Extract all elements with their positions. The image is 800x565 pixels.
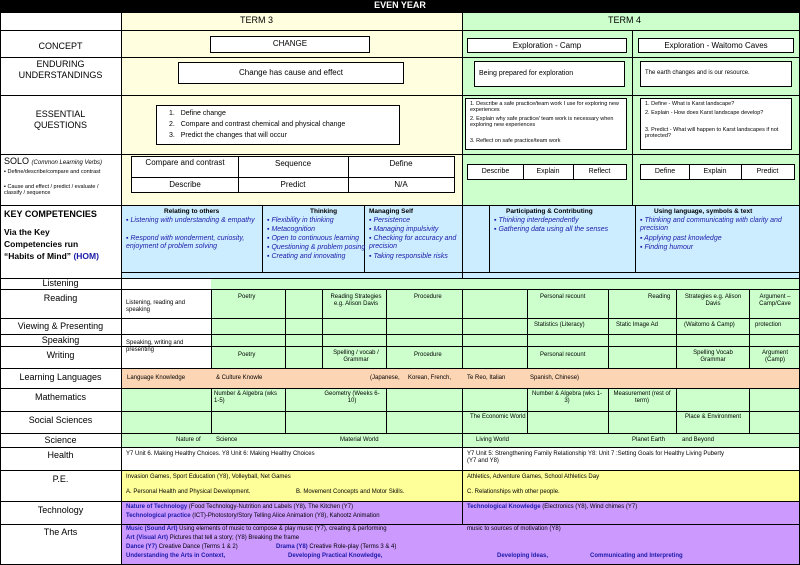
concept-term4a-box: Exploration - Camp <box>467 38 627 53</box>
subject-listening: Listening <box>42 278 79 288</box>
solo-term4a-grid: Describe Explain Reflect <box>467 164 627 180</box>
enduring-label-2: UNDERSTANDINGS <box>18 70 103 80</box>
tech-t3b: Technological practice (ICT)-Photostory/Story Telling Alice Animation (Y8), Kahootz Animation <box>126 513 380 519</box>
science-e: Planet Earth <box>632 437 666 443</box>
lit-spelling-vocab-t4: Spelling Vocab Grammar <box>693 350 733 363</box>
maths-t4b: Measurement (rest of term) <box>613 391 671 404</box>
concept-label: CONCEPT <box>38 41 83 51</box>
science-d: Living World <box>476 437 509 443</box>
subject-reading: Reading <box>43 293 78 303</box>
subject-health: Health <box>47 450 74 460</box>
subject-tech: Technology <box>37 505 84 515</box>
arts-u2: Developing Practical Knowledge, <box>288 553 383 559</box>
lit-argument-camp: Argument – Camp/Cave <box>759 294 791 307</box>
social-a: The Economic World <box>470 414 526 420</box>
solo-term3-grid: Compare and contrast Sequence Define Describe Predict N/A <box>131 156 455 193</box>
enduring-term3-box: Change has cause and effect <box>178 62 404 84</box>
maths-t4a: Number & Algebra (wks 1-3) <box>531 391 603 404</box>
page-title: EVEN YEAR <box>374 0 426 10</box>
lang-b: & Culture Knowle <box>216 375 263 381</box>
even-year-planner: EVEN YEAR TERM 3 TERM 4 CONCEPT CHANGE Exploration - Camp Exploration - Waitomo Caves ENDURING UNDERSTANDINGS Change has cause and effect Being prepared for exploration The earth changes and is our resource. ESSENTIAL QUESTIONS 1. Define change 2. Compare and contrast chemical and physical change 3. Predict the changes that will occur 1. Describe a safe practice/team work I use for exploring new experiences 2. Explain why safe practice/ team work is necessary when exploring new experiences 3. Reflect on safe practice/team work 1. Define - What is Karst landscape? 2. Explain - How does Karst landscape develop? 3. Predict - What will happen to Karst landscapes if not protected? SOLO (Common Learning Verbs) ▪ Define/describe/compare and contrast ▪ Cause and effect / predict / evaluate / classify / sequence Compare and contrast Sequence Define Describe Predict N/A Describe Explain Reflect Define Explain Predict KEY COMPETENCIES Via the Key Competencies run “Habits of Mind” (HOM) Relating to others ▪ Listening with understanding & empathy ▪ Respond with wonderment, curiosity, enjoyment of problem solving Thinking ▪ Flexibility in thinking ▪ Metacognition ▪ Open to continuous learning ▪ Questioning & problem posing ▪ Creating and innovating Managing Self ▪ Persistence ▪ Managing impulsivity ▪ Checking for accuracy and precision ▪ Taking responsible risks Participating & Contributing ▪ Thinking interdependently ▪ Gathering data using all the senses Using language, symbols & text ▪ Thinking and communicating with clarity and precision ▪ Applying past knowledge ▪ Finding humour Listening Reading Viewing & Presenting Speaking Writing Learning Languages Mathematics Social Sciences Science Health P.E. Technology The Arts Listening, reading and speaking Poetry Reading Strategies e.g. Alison Davis Procedure Personal recount Reading Strategies e.g. Alison Davis Argument – Camp/Cave Statistics (Literacy) Static Image Ad (Waitomo & Camp) protection Speaking, writing and presenting Poetry Spelling / vocab / Grammar Procedure Personal recount Spelling Vocab Grammar Argument (Camp) Language Knowledge & Culture Knowle (Japanese, Korean, French, Te Reo, Italian Spanish, Chinese) Number & Algebra (wks 1-5) Geometry (Weeks 6-10) Number & Algebra (wks 1-3) Measurement (rest of term) The Economic World Place & Environment Nature of Science Material World Living World Planet Earth and Beyond Y7 Unit 6. Making Healthy Choices. Y8 Unit 6: Making Healthy Choices Y7 Unit 5: Strengthening Family Relationship Y8: Unit 7 :Setting Goals for Healthy Living Puberty (Y7 and Y8) Invasion Games, Sport Education (Y8), Volleyball, Net Games Athletics, Adventure Games, School Athletics Day A. Personal Health and Physical Development. B. Movement Concepts and Motor Skills. C. Relationships with other people. Nature of Technology (Food Technology-Nutrition and Labels (Y8), The Kitchen (Y7) Technological practice (ICT)-Photostory/Story Telling Alice Animation (Y8), Kahootz Animation Technological Knowledge (Electronics (Y8), Wind chimes (Y7) Music (Sound Art) Using elements of music to compose & play music (Y7), creating & performing music to sources of motivation (Y8) Art (Visual Art) Pictures that tell a story; (Y8) Breaking the frame Dance (Y7) Creative Dance (Terms 1 & 2) Drama (Y8) Creative Role-play (Terms 3 & 4) Understanding the Arts in Context, Developing Practical Knowledge, Developing Ideas, Communicating and Interpreting <box>0 0 800 565</box>
maths-t3b: Geometry (Weeks 6-10) <box>324 391 380 404</box>
enduring-term4b-box: The earth changes and is our resource. <box>640 61 792 87</box>
pe-c: C. Relationships with other people. <box>467 489 560 495</box>
lit-reading-strategies: Reading Strategies e.g. Alison Davis <box>330 294 382 307</box>
subject-maths: Mathematics <box>34 392 87 402</box>
concept-term3-box: CHANGE <box>210 36 370 53</box>
subject-science: Science <box>44 435 77 445</box>
pe-t3: Invasion Games, Sport Education (Y8), Volleyball, Net Games <box>126 474 291 480</box>
solo-bullet-1: ▪ Define/describe/compare and contrast <box>4 169 101 175</box>
science-b: Science <box>216 437 238 443</box>
science-f: and Beyond <box>682 437 715 443</box>
lang-c: (Japanese, <box>370 375 400 381</box>
enduring-term4a-box: Being prepared for exploration <box>474 61 625 87</box>
lit-statistics: Statistics (Literacy) <box>534 322 585 328</box>
lit-reading-t4: Reading <box>648 294 671 300</box>
health-t4: Y7 Unit 5: Strengthening Family Relationship Y8: Unit 7 :Setting Goals for Healthy Living Puberty (Y7 and Y8) <box>467 451 725 464</box>
arts-dance: Dance (Y7) Creative Dance (Terms 1 & 2) <box>126 544 238 550</box>
arts-u1: Understanding the Arts in Context, <box>126 553 226 559</box>
lit-procedure-2: Procedure <box>414 352 442 358</box>
lit-speaking-writing: Speaking, writing and presenting <box>126 340 184 353</box>
arts-u4: Communicating and Interpreting <box>590 553 683 559</box>
lit-spelling-vocab: Spelling / vocab / Grammar <box>333 350 379 363</box>
lang-e: Te Reo, Italian <box>467 375 506 381</box>
lit-argument-t4: Argument (Camp) <box>761 350 788 363</box>
lang-a: Language Knowledge <box>127 375 186 381</box>
key-competencies-label: KEY COMPETENCIES <box>4 209 97 219</box>
pe-t4: Athletics, Adventure Games, School Athletics Day <box>467 474 600 480</box>
arts-drama: Drama (Y8) Creative Role-play (Terms 3 & 4) <box>276 544 397 550</box>
essential-term4b-box: 1. Define - What is Karst landscape? 2. Explain - How does Karst landscape develop? 3. Predict - What will happen to Karst landscapes if not protected? <box>640 98 792 150</box>
solo-bullet-2: ▪ Cause and effect / predict / evaluate / classify / sequence <box>4 184 99 197</box>
maths-t3a: Number & Algebra (wks 1-5) <box>214 391 278 404</box>
lit-protection: protection <box>755 322 782 328</box>
subject-writing: Writing <box>46 350 75 360</box>
essential-term3-box: 1. Define change 2. Compare and contrast chemical and physical change 3. Predict the changes that will occur <box>156 105 400 145</box>
essential-label-1: ESSENTIAL <box>35 109 86 119</box>
lang-d: Korean, French, <box>408 375 452 381</box>
key-habits: “Habits of Mind” (HOM) <box>4 251 99 261</box>
arts-music-t4: music to sources of motivation (Y8) <box>467 526 561 532</box>
science-c: Material World <box>340 437 379 443</box>
key-via-2: Competencies run <box>4 239 79 249</box>
lit-waitomo-camp: (Waitomo & Camp) <box>684 322 735 328</box>
subject-languages: Learning Languages <box>19 372 102 382</box>
subject-speaking: Speaking <box>41 335 80 345</box>
science-a: Nature of <box>176 437 201 443</box>
arts-music: Music (Sound Art) Using elements of music to compose & play music (Y7), creating & performing <box>126 526 387 532</box>
lit-personal-recount-2: Personal recount <box>540 352 586 358</box>
lit-listening-reading: Listening, reading and speaking <box>126 300 186 313</box>
subject-viewing: Viewing & Presenting <box>17 321 104 331</box>
tech-t3a: Nature of Technology (Food Technology-Nutrition and Labels (Y8), The Kitchen (Y7) <box>126 504 354 510</box>
term3-heading: TERM 3 <box>240 15 274 25</box>
essential-term4a-box: 1. Describe a safe practice/team work I use for exploring new experiences 2. Explain why safe practice/ team work is necessary when exploring new experiences 3. Reflect on safe practice/team work <box>465 98 627 150</box>
pe-a: A. Personal Health and Physical Development. <box>126 489 251 495</box>
tech-t4: Technological Knowledge (Electronics (Y8), Wind chimes (Y7) <box>467 504 638 510</box>
pe-b: B. Movement Concepts and Motor Skills. <box>296 489 405 495</box>
lit-poetry-2: Poetry <box>238 352 256 358</box>
key-via-1: Via the Key <box>4 227 50 237</box>
subject-social: Social Sciences <box>28 415 93 425</box>
arts-art: Art (Visual Art) Pictures that tell a story; (Y8) Breaking the frame <box>126 535 300 541</box>
arts-u3: Developing Ideas, <box>497 553 549 559</box>
lit-personal-recount-1: Personal recount <box>540 294 586 300</box>
term4-heading: TERM 4 <box>608 15 642 25</box>
concept-term4b-box: Exploration - Waitomo Caves <box>638 38 794 53</box>
essential-label-2: QUESTIONS <box>33 120 87 130</box>
solo-term4b-grid: Define Explain Predict <box>640 164 795 180</box>
enduring-label-1: ENDURING <box>36 59 85 69</box>
lang-f: Spanish, Chinese) <box>530 375 580 381</box>
lit-static-image: Static Image Ad <box>616 322 659 328</box>
lit-poetry-1: Poetry <box>238 294 256 300</box>
solo-label: SOLO (Common Learning Verbs) <box>4 156 103 166</box>
subject-arts: The Arts <box>43 527 78 537</box>
lit-strategies-t4: Strategies e.g. Alison Davis <box>684 294 742 307</box>
health-t3: Y7 Unit 6. Making Healthy Choices. Y8 Unit 6: Making Healthy Choices <box>126 451 315 457</box>
social-b: Place & Environment <box>684 414 742 420</box>
subject-pe: P.E. <box>52 474 69 484</box>
lit-procedure-1: Procedure <box>414 294 442 300</box>
